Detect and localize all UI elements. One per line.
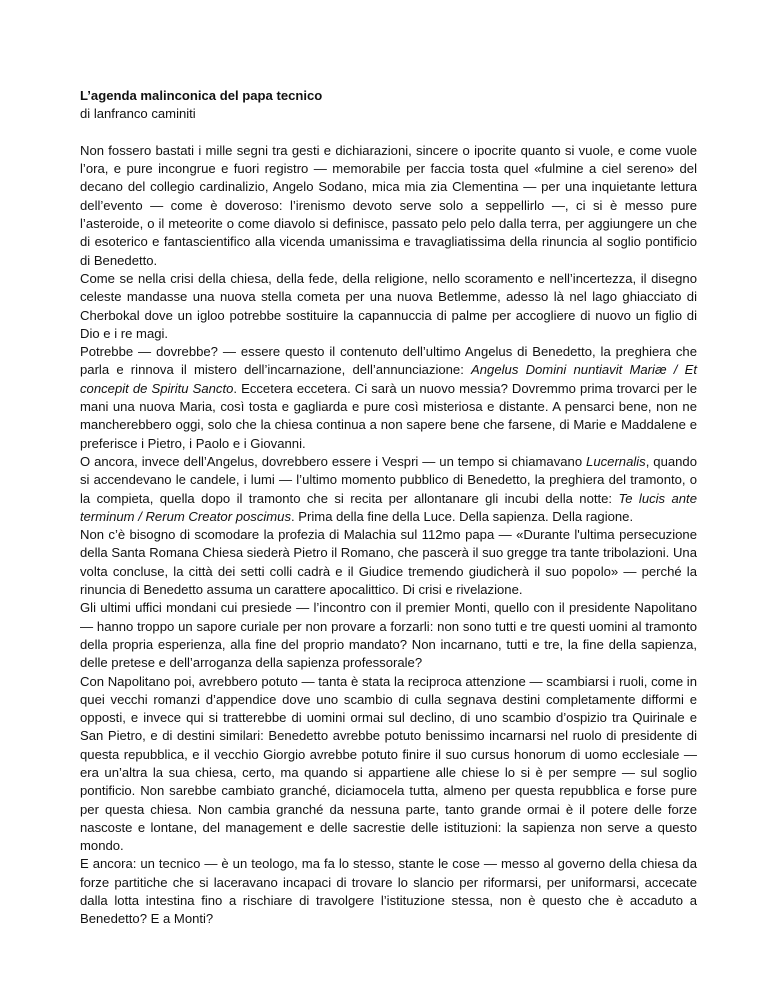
document-page bbox=[80, 87, 697, 929]
text-run: Non fossero bastati i mille segni tra gesti e dichiarazioni, sincere o ipocrite quanto si vuole, e come vuole l’ora, e pure incongrue e fuori registro — memorabile per faccia tosta quel «fulmine a ciel sereno» del decano del collegio cardinalizio, Angelo Sodano, mica mia zia Clementina — per una inquietante lettura dell’evento — come è doveroso: l’irenismo devoto serve solo a seppellirlo —, ci si è messo pure l’asteroide, o il meteorite o come diavolo si definisce, passato pelo pelo dalla terra, per aggiungere un che di esoterico e fantascientifico alla vicenda umanissima e travagliatissima della rinuncia al soglio pontificio di Benedetto. bbox=[80, 142, 697, 268]
text-run: Potrebbe — dovrebbe? — essere questo il contenuto dell’ultimo Angelus di Benedetto, la preghiera che parla e rinnova il mistero dell’incarnazione, dell’annunciazione: bbox=[80, 344, 697, 378]
text-run: O ancora, invece dell’Angelus, dovrebbero essere i Vespri — un tempo si chiamavano bbox=[80, 453, 587, 469]
text-run: . Prima della fine della Luce. Della sapienza. Della ragione. bbox=[291, 508, 634, 524]
paragraph bbox=[80, 270, 697, 343]
article-title: L’agenda malinconica del papa tecnico bbox=[80, 88, 323, 103]
article-author: di lanfranco caminiti bbox=[80, 106, 196, 122]
text-run: Con Napolitano poi, avrebbero potuto — tanta è stata la reciproca attenzione — scambiarsi i ruoli, come in quei vecchi romanzi d’appendice dove uno scambio di culla segnava destini completamente difformi e opposti, e invece qui si tratterebbe di uomini ormai sul declino, di uno scambio d’ospizio tra Quirinale e San Pietro, e di destini similari: Benedetto avrebbe potuto benissimo incarnarsi nel ruolo di presidente di questa repubblica, e il vecchio Giorgio avrebbe potuto finire il suo cursus honorum di uomo ecclesiale — era un’altra la sua chiesa, certo, ma quando si appartiene alle chiese lo si è per sempre — sul soglio pontificio. Non sarebbe cambiato granché, diciamocela tutta, almeno per questa repubblica e forse pure per questa chiesa. Non cambia granché da nessuna parte, tanto grande ormai è il potere delle forze nascoste e lontane, del management e delle sacrestie delle istituzioni: la sapienza non serve a questo mondo. bbox=[80, 673, 697, 854]
italic-phrase: Lucernalis bbox=[586, 453, 646, 469]
paragraph bbox=[80, 453, 697, 526]
paragraph bbox=[80, 526, 697, 599]
italic-phrase: Angelus Domini nuntiavit Mariæ / Et concepit de Spiritu Sancto bbox=[80, 362, 697, 396]
paragraph bbox=[80, 673, 697, 856]
text-run: Gli ultimi uffici mondani cui presiede — l’incontro con il premier Monti, quello con il presidente Napolitano — hanno troppo un sapore curiale per non provare a forzarli: non sono tutti e tre questi uomini al tramonto della propria esperienza, alla fine del proprio mandato? Non incarnano, tutti e tre, la fine della sapienza, delle pretese e dell’arroganza della sapienza professorale? bbox=[80, 600, 697, 671]
text-run: Come se nella crisi della chiesa, della fede, della religione, nello scoramento e nell’incertezza, il disegno celeste mandasse una nuova stella cometa per una nuova Betlemme, adesso là nel lago ghiacciato di Cherbokal dove un igloo potrebbe sostituire la capannuccia di palme per accogliere di nuovo un figlio di Dio e i re magi. bbox=[80, 270, 697, 341]
paragraph bbox=[80, 343, 697, 453]
italic-phrase: Te lucis ante terminum / Rerum Creator poscimus bbox=[80, 490, 697, 524]
text-run: , quando si accendevano le candele, i lumi — l’ultimo momento pubblico di Benedetto, la preghiera del tramonto, o la compieta, quella dopo il tramonto che si recita per allontanare gli incubi della notte: bbox=[80, 453, 697, 506]
text-run: Non c’è bisogno di scomodare la profezia di Malachia sul 112mo papa — «Durante l'ultima persecuzione della Santa Romana Chiesa siederà Pietro il Romano, che pascerà il suo gregge tra tante tribolazioni. Una volta concluse, la città dei setti colli cadrà e il Giudice tremendo giudicherà il suo popolo» — perché la rinuncia di Benedetto assuma un carattere apocalittico. Di crisi e rivelazione. bbox=[80, 527, 697, 598]
paragraph bbox=[80, 142, 697, 270]
article-body bbox=[80, 142, 697, 929]
paragraph bbox=[80, 855, 697, 928]
text-run: E ancora: un tecnico — è un teologo, ma fa lo stesso, stante le cose — messo al governo della chiesa da forze partitiche che si laceravano incapaci di trovare lo slancio per riformarsi, per uniformarsi, accecate dalla lotta intestina fino a rischiare di travolgere l’istituzione stessa, non è questo che è accaduto a Benedetto? E a Monti? bbox=[80, 856, 697, 927]
paragraph bbox=[80, 599, 697, 672]
text-run: . Eccetera eccetera. Ci sarà un nuovo messia? Dovremmo prima trovarci per le mani una nuova Maria, così tosta e gagliarda e pure così misteriosa e distante. A pensarci bene, non ne mancherebbero oggi, solo che la chiesa continua a non sapere bene che farsene, di Marie e Maddalene e preferisce i Pietro, i Paolo e i Giovanni. bbox=[80, 380, 697, 451]
